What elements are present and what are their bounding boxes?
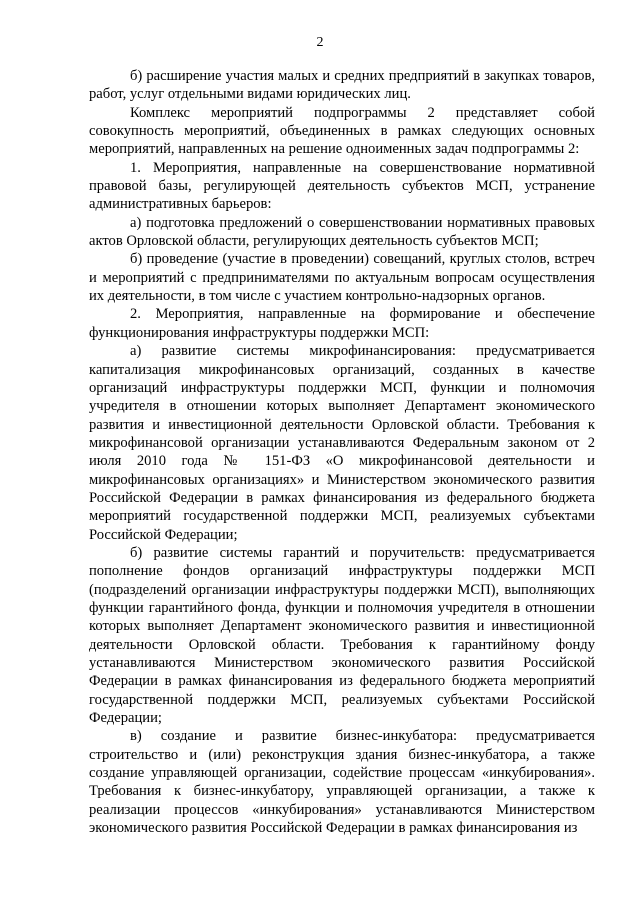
paragraph-4: а) подготовка предложений о совершенствовании нормативных правовых актов Орловской области, регулирующих деятельность субъектов МСП; <box>89 214 595 250</box>
paragraph-2: Комплекс мероприятий подпрограммы 2 представляет собой совокупность мероприятий, объединенных в рамках следующих основных мероприятий, направленных на решение одноименных задач подпрограммы 2: <box>89 104 595 158</box>
paragraph-7: а) развитие системы микрофинансирования: предусматривается капитализация микрофинансовых организаций, созданных в качестве организаций инфраструктуры поддержки МСП, функции и полномочия учредителя в отношении которых выполняет Департамент экономического развития и инвестиционной деятельности Орловской области. Требования к микрофинансовой организации устанавливаются Федеральным законом от 2 июля 2010 года № 151-ФЗ «О микрофинансовой деятельности и микрофинансовых организациях» и Министерством экономического развития Российской Федерации в рамках финансирования из федерального бюджета мероприятий государственной поддержки МСП, реализуемых субъектами Российской Федерации; <box>89 343 595 543</box>
paragraph-8: б) развитие системы гарантий и поручительств: предусматривается пополнение фондов организаций инфраструктуры поддержки МСП (подразделений организации инфраструктуры поддержки МСП), выполняющих функции гарантийного фонда, функции и полномочия учредителя в отношении которых выполняет Департамент экономического развития и инвестиционной деятельности Орловской области. Требования к гарантийному фонду устанавливаются Министерством экономического развития Российской Федерации в рамках финансирования из федерального бюджета мероприятий государственной поддержки МСП, реализуемых субъектами Российской Федерации; <box>89 544 595 727</box>
paragraph-1: б) расширение участия малых и средних предприятий в закупках товаров, работ, услуг отдельными видами юридических лиц. <box>89 68 595 103</box>
page-number: 2 <box>316 35 324 50</box>
paragraph-5: б) проведение (участие в проведении) совещаний, круглых столов, встреч и мероприятий с предпринимателями по актуальным вопросам осуществления их деятельности, в том числе с участием контрольно-надзорных органов. <box>89 251 595 305</box>
paragraph-3: 1. Мероприятия, направленные на совершенствование нормативной правовой базы, регулирующей деятельность субъектов МСП, устранение административных барьеров: <box>89 159 595 213</box>
paragraph-9: в) создание и развитие бизнес-инкубатора: предусматривается строительство и (или) реконструкция здания бизнес-инкубатора, а также создание управляющей организации, содействие процессам «инкубирования». Требования к бизнес-инкубатору, управляющей организации, а также к реализации процессов «инкубирования» устанавливаются Министерством экономического развития Российской Федерации в рамках финансирования из <box>89 728 595 837</box>
document-body <box>89 67 595 837</box>
paragraph-6: 2. Мероприятия, направленные на формирование и обеспечение функционирования инфраструктуры поддержки МСП: <box>89 306 595 341</box>
